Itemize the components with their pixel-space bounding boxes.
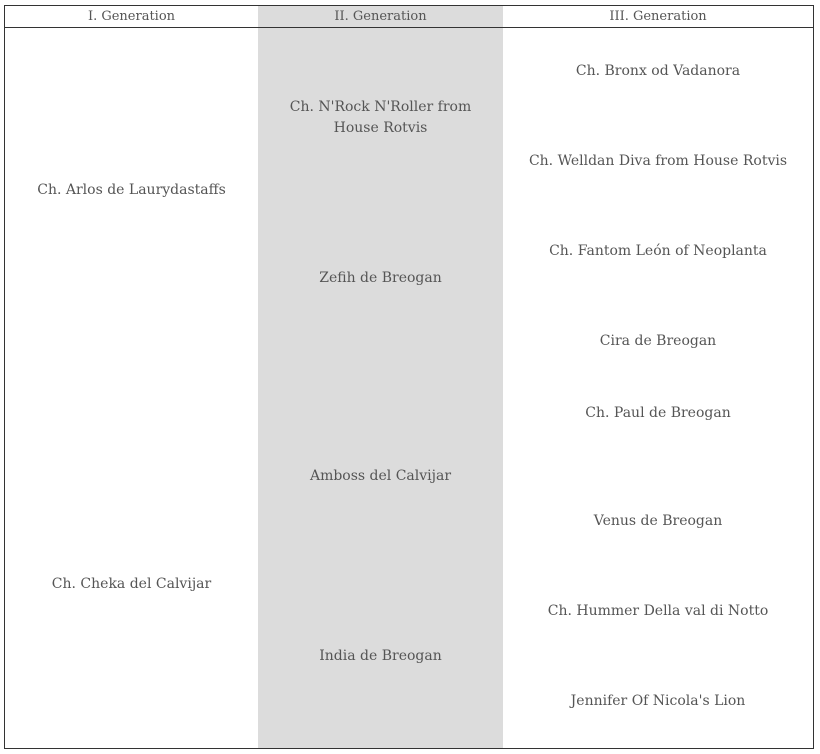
header-generation-1: I. Generation bbox=[87, 9, 176, 24]
gen3-item-1: Ch. Bronx od Vadanora bbox=[575, 62, 741, 79]
table-header bbox=[5, 6, 813, 28]
gen3-item-3: Ch. Fantom León of Neoplanta bbox=[549, 242, 767, 259]
gen3-item-6: Venus de Breogan bbox=[593, 512, 723, 529]
gen2-sire-sire: Ch. N'Rock N'Roller from House Rotvis bbox=[289, 99, 472, 136]
gen2-sire-dam: Zefih de Breogan bbox=[319, 269, 442, 286]
gen3-item-4: Cira de Breogan bbox=[599, 332, 717, 349]
gen2-dam-dam: India de Breogan bbox=[319, 647, 442, 664]
header-generation-2: II. Generation bbox=[334, 9, 427, 24]
gen3-item-5: Ch. Paul de Breogan bbox=[585, 404, 731, 421]
gen3-item-7: Ch. Hummer Della val di Notto bbox=[547, 602, 769, 619]
gen1-sire: Ch. Arlos de Laurydastaffs bbox=[37, 181, 226, 198]
header-generation-3: III. Generation bbox=[609, 9, 707, 24]
gen3-item-2: Ch. Welldan Diva from House Rotvis bbox=[528, 152, 788, 169]
gen2-dam-sire: Amboss del Calvijar bbox=[309, 467, 452, 484]
gen3-item-8: Jennifer Of Nicola's Lion bbox=[570, 692, 746, 709]
pedigree-table bbox=[4, 5, 814, 749]
gen1-dam: Ch. Cheka del Calvijar bbox=[51, 575, 212, 592]
